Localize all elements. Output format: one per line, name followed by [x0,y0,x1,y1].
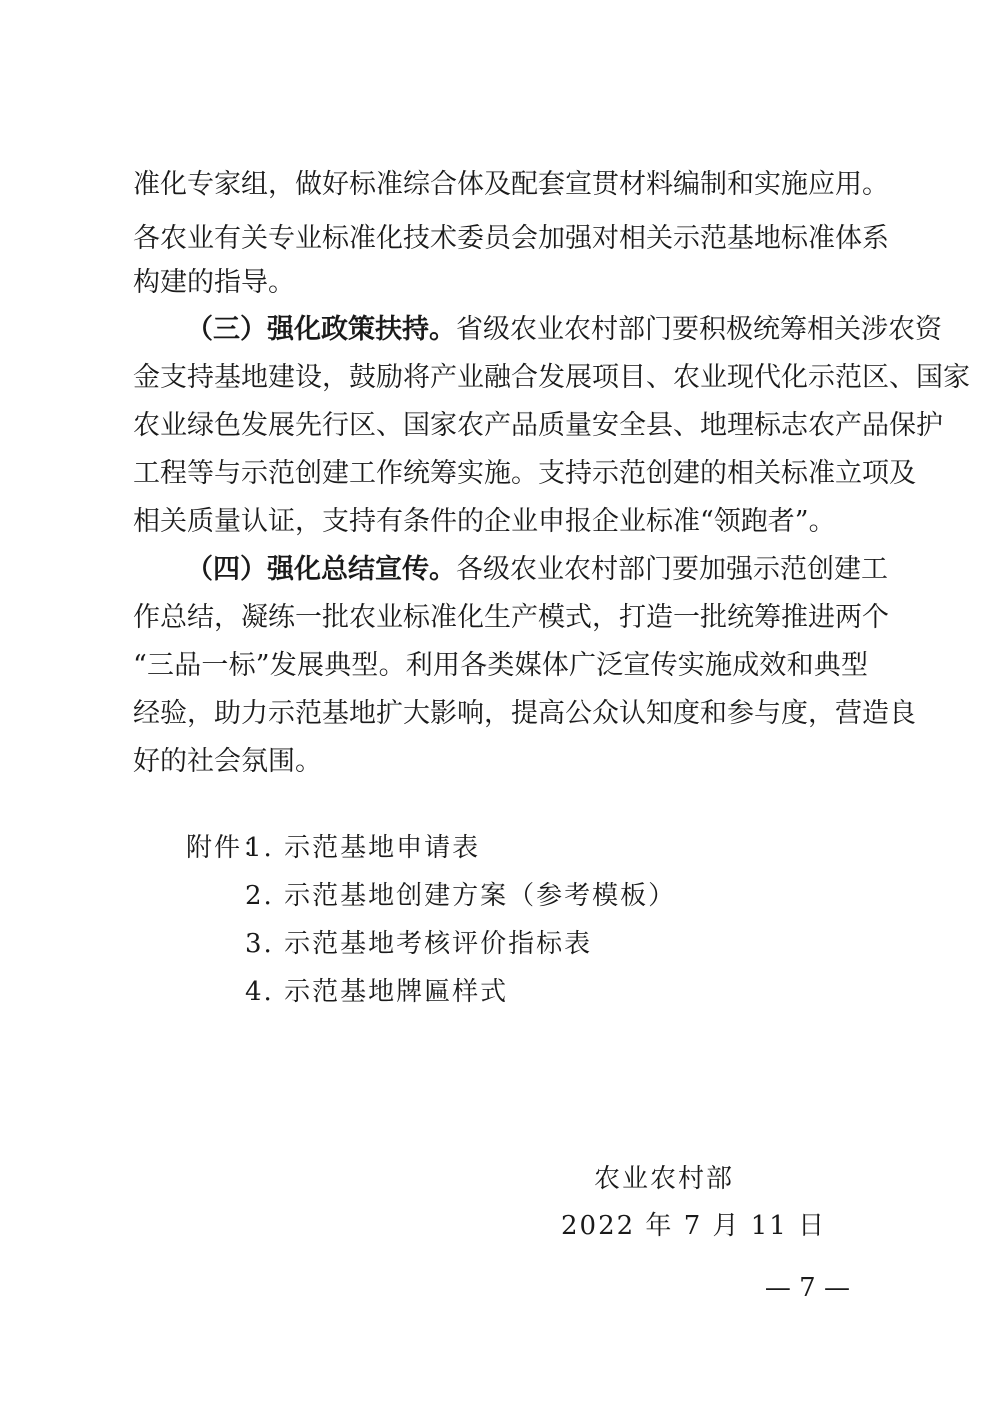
attachment-item: 1. 示范基地申请表 [245,833,481,863]
signature-org: 农业农村部 [594,1164,735,1194]
paragraph-line: 工程等与示范创建工作统筹实施。支持示范创建的相关标准立项及 [133,458,916,489]
paragraph-line: “三品一标”发展典型。利用各类媒体广泛宣传实施成效和典型 [133,650,868,681]
paragraph-first-line [186,543,888,597]
attachment-item: 4. 示范基地牌匾样式 [245,977,509,1007]
paragraph-line: 金支持基地建设，鼓励将产业融合发展项目、农业现代化示范区、国家 [133,362,970,393]
paragraph-text: 各级农业农村部门要加强示范创建工 [456,554,888,585]
paragraph-line: 相关质量认证，支持有条件的企业申报企业标准“领跑者”。 [133,506,836,537]
attachment-item: 3. 示范基地考核评价指标表 [245,929,593,959]
paragraph-first-line [186,303,942,357]
paragraph-text: 省级农业农村部门要积极统筹相关涉农资 [456,314,942,345]
paragraph-line: 各农业有关专业标准化技术委员会加强对相关示范基地标准体系 [133,223,889,254]
page-number: — 7 — [764,1273,850,1303]
section-heading: （三）强化政策扶持。 [186,314,456,345]
attachment-item: 2. 示范基地创建方案（参考模板） [245,881,677,911]
paragraph-line: 作总结，凝练一批农业标准化生产模式，打造一批统筹推进两个 [133,602,889,633]
paragraph-line: 准化专家组，做好标准综合体及配套宣贯材料编制和实施应用。 [133,169,889,200]
paragraph-line: 经验，助力示范基地扩大影响，提高公众认知度和参与度，营造良 [133,698,916,729]
attachments-label: 附件： [186,833,271,863]
section-heading: （四）强化总结宣传。 [186,554,456,585]
paragraph-line: 农业绿色发展先行区、国家农产品质量安全县、地理标志农产品保护 [133,410,943,441]
paragraph-line: 构建的指导。 [133,267,295,298]
paragraph-line: 好的社会氛围。 [133,746,322,777]
signature-date: 2022 年 7 月 11 日 [561,1211,827,1241]
